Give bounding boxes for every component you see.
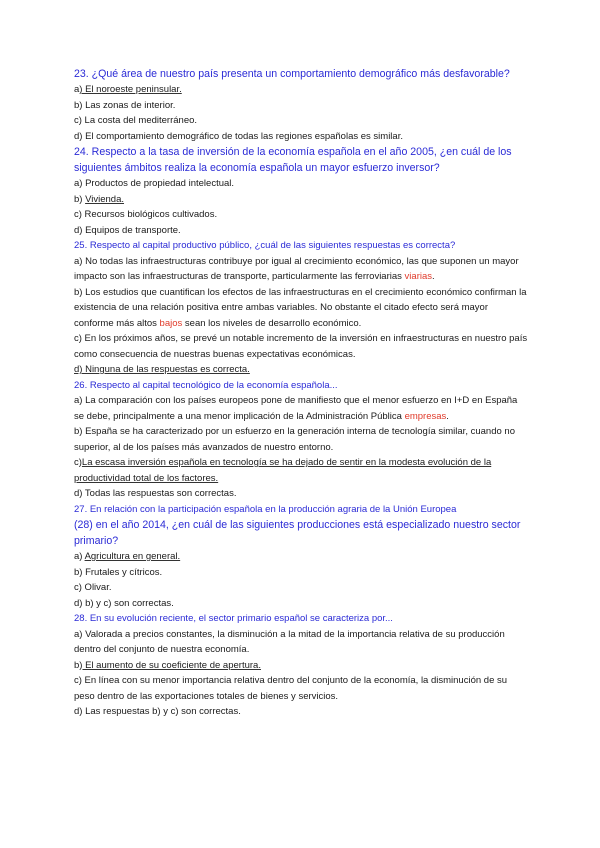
q27-option-d: d) b) y c) son correctas.: [74, 597, 174, 609]
q25-option-d: d) Ninguna de las respuestas es correcta.: [74, 364, 250, 375]
q28-option-d: d) Las respuestas b) y c) son correctas.: [74, 706, 241, 717]
q24-option-d: d) Equipos de transporte.: [74, 224, 181, 236]
q27-option-a: [74, 549, 530, 565]
q24-option-a: a) Productos de propiedad intelectual.: [74, 178, 235, 189]
question-28: 28. En su evolución reciente, el sector primario español se caracteriza por...: [74, 613, 393, 624]
q24-option-b-text: Vivienda.: [85, 193, 125, 205]
question-25: 25. Respecto al capital productivo público, ¿cuál de las siguientes respuestas es correcta?: [74, 240, 456, 251]
q26-option-b: b) España se ha caracterizado por un esfuerzo en la generación interna de tecnología similar, cuando no superior, al de los países más avanzados de nuestro entorno.: [74, 426, 515, 453]
q27-option-a-text: Agricultura en general.: [84, 551, 181, 562]
q24-option-b-prefix: b): [74, 193, 86, 205]
question-26: 26. Respecto al capital tecnológico de la economía española...: [74, 379, 338, 391]
q23-option-a-text: ) El noroeste peninsular.: [79, 84, 182, 95]
q26-option-a: [74, 393, 530, 424]
question-24: 24. Respecto a la tasa de inversión de la economía española en el año 2005, ¿en cuál de los siguientes ámbitos realiza la economía española un mayor esfuerzo inversor?: [74, 146, 512, 174]
q26-option-c-text: La escasa inversión española en tecnología se ha dejado de sentir en la modesta evolución de la productividad total de los factores.: [74, 457, 492, 484]
question-27-line2: (28) en el año 2014, ¿en cuál de las siguientes producciones está especializado nuestro sector primario?: [74, 519, 521, 547]
question-27-line1: 27. En relación con la participación española en la producción agraria de la Unión Europea: [74, 503, 457, 515]
q27-option-c: c) Olivar.: [74, 582, 112, 593]
q25-option-a-text1: a) No todas las infraestructuras contribuye por igual al crecimiento económico, las que suponen un mayor impacto son las infraestructuras de transporte, particularmente las ferroviarias: [74, 255, 519, 282]
q27-option-a-prefix: a): [74, 551, 85, 562]
q23-option-a: a) El noroeste peninsular.: [74, 84, 182, 95]
q26-option-c-prefix: c): [74, 457, 82, 468]
q28-option-a: a) Valorada a precios constantes, la disminución a la mitad de la importancia relativa de su producción dentro del conjunto de nuestra economía.: [74, 628, 505, 655]
q27-option-b: b) Frutales y cítricos.: [74, 566, 163, 578]
q26-option-d: d) Todas las respuestas son correctas.: [74, 488, 237, 499]
q25-option-b-text2: sean los niveles de desarrollo económico.: [182, 317, 362, 329]
q26-option-a-text2: .: [446, 410, 449, 422]
q25-option-a: [74, 254, 530, 285]
q26-option-a-correction: empresas: [404, 410, 447, 422]
q28-option-b: [74, 658, 530, 674]
q24-option-b: [74, 192, 530, 208]
q23-option-c: c) La costa del mediterráneo.: [74, 115, 198, 126]
q25-option-b-correction: bajos: [159, 317, 183, 329]
q26-option-a-text1: a) La comparación con los países europeos pone de manifiesto que el menor esfuerzo en I+D en España se debe, principalmente a una menor implicación de la Administración Pública: [74, 395, 518, 422]
q25-option-b-text1: b) Los estudios que cuantifican los efectos de las infraestructuras en el crecimiento económico confirman la existencia de una relación positiva entre ambas variables. No obstante el citado efecto será mayor conforme más altos: [74, 286, 527, 329]
q28-option-b-prefix: b): [74, 659, 83, 671]
q28-option-c: c) En línea con su menor importancia relativa dentro del conjunto de la economía, la disminución de su peso dentro de las exportaciones totales de bienes y servicios.: [74, 675, 508, 702]
q28-option-b-text: El aumento de su coeficiente de apertura.: [82, 659, 261, 671]
q25-option-a-correction: viarias: [404, 271, 432, 282]
q25-option-b: [74, 285, 530, 332]
q23-option-d: d) El comportamiento demográfico de todas las regiones españolas es similar.: [74, 130, 403, 142]
q25-option-c: c) En los próximos años, se prevé un notable incremento de la inversión en infraestructuras en nuestro país como consecuencia de nuestras buenas expectativas económicas.: [74, 333, 528, 360]
q23-option-b: b) Las zonas de interior.: [74, 99, 176, 111]
document-page: [74, 66, 530, 720]
q25-option-a-text2: .: [432, 271, 435, 282]
question-23: 23. ¿Qué área de nuestro país presenta un comportamiento demográfico más desfavorable?: [74, 68, 510, 80]
q26-option-c: [74, 455, 530, 486]
q24-option-c: c) Recursos biológicos cultivados.: [74, 209, 218, 220]
